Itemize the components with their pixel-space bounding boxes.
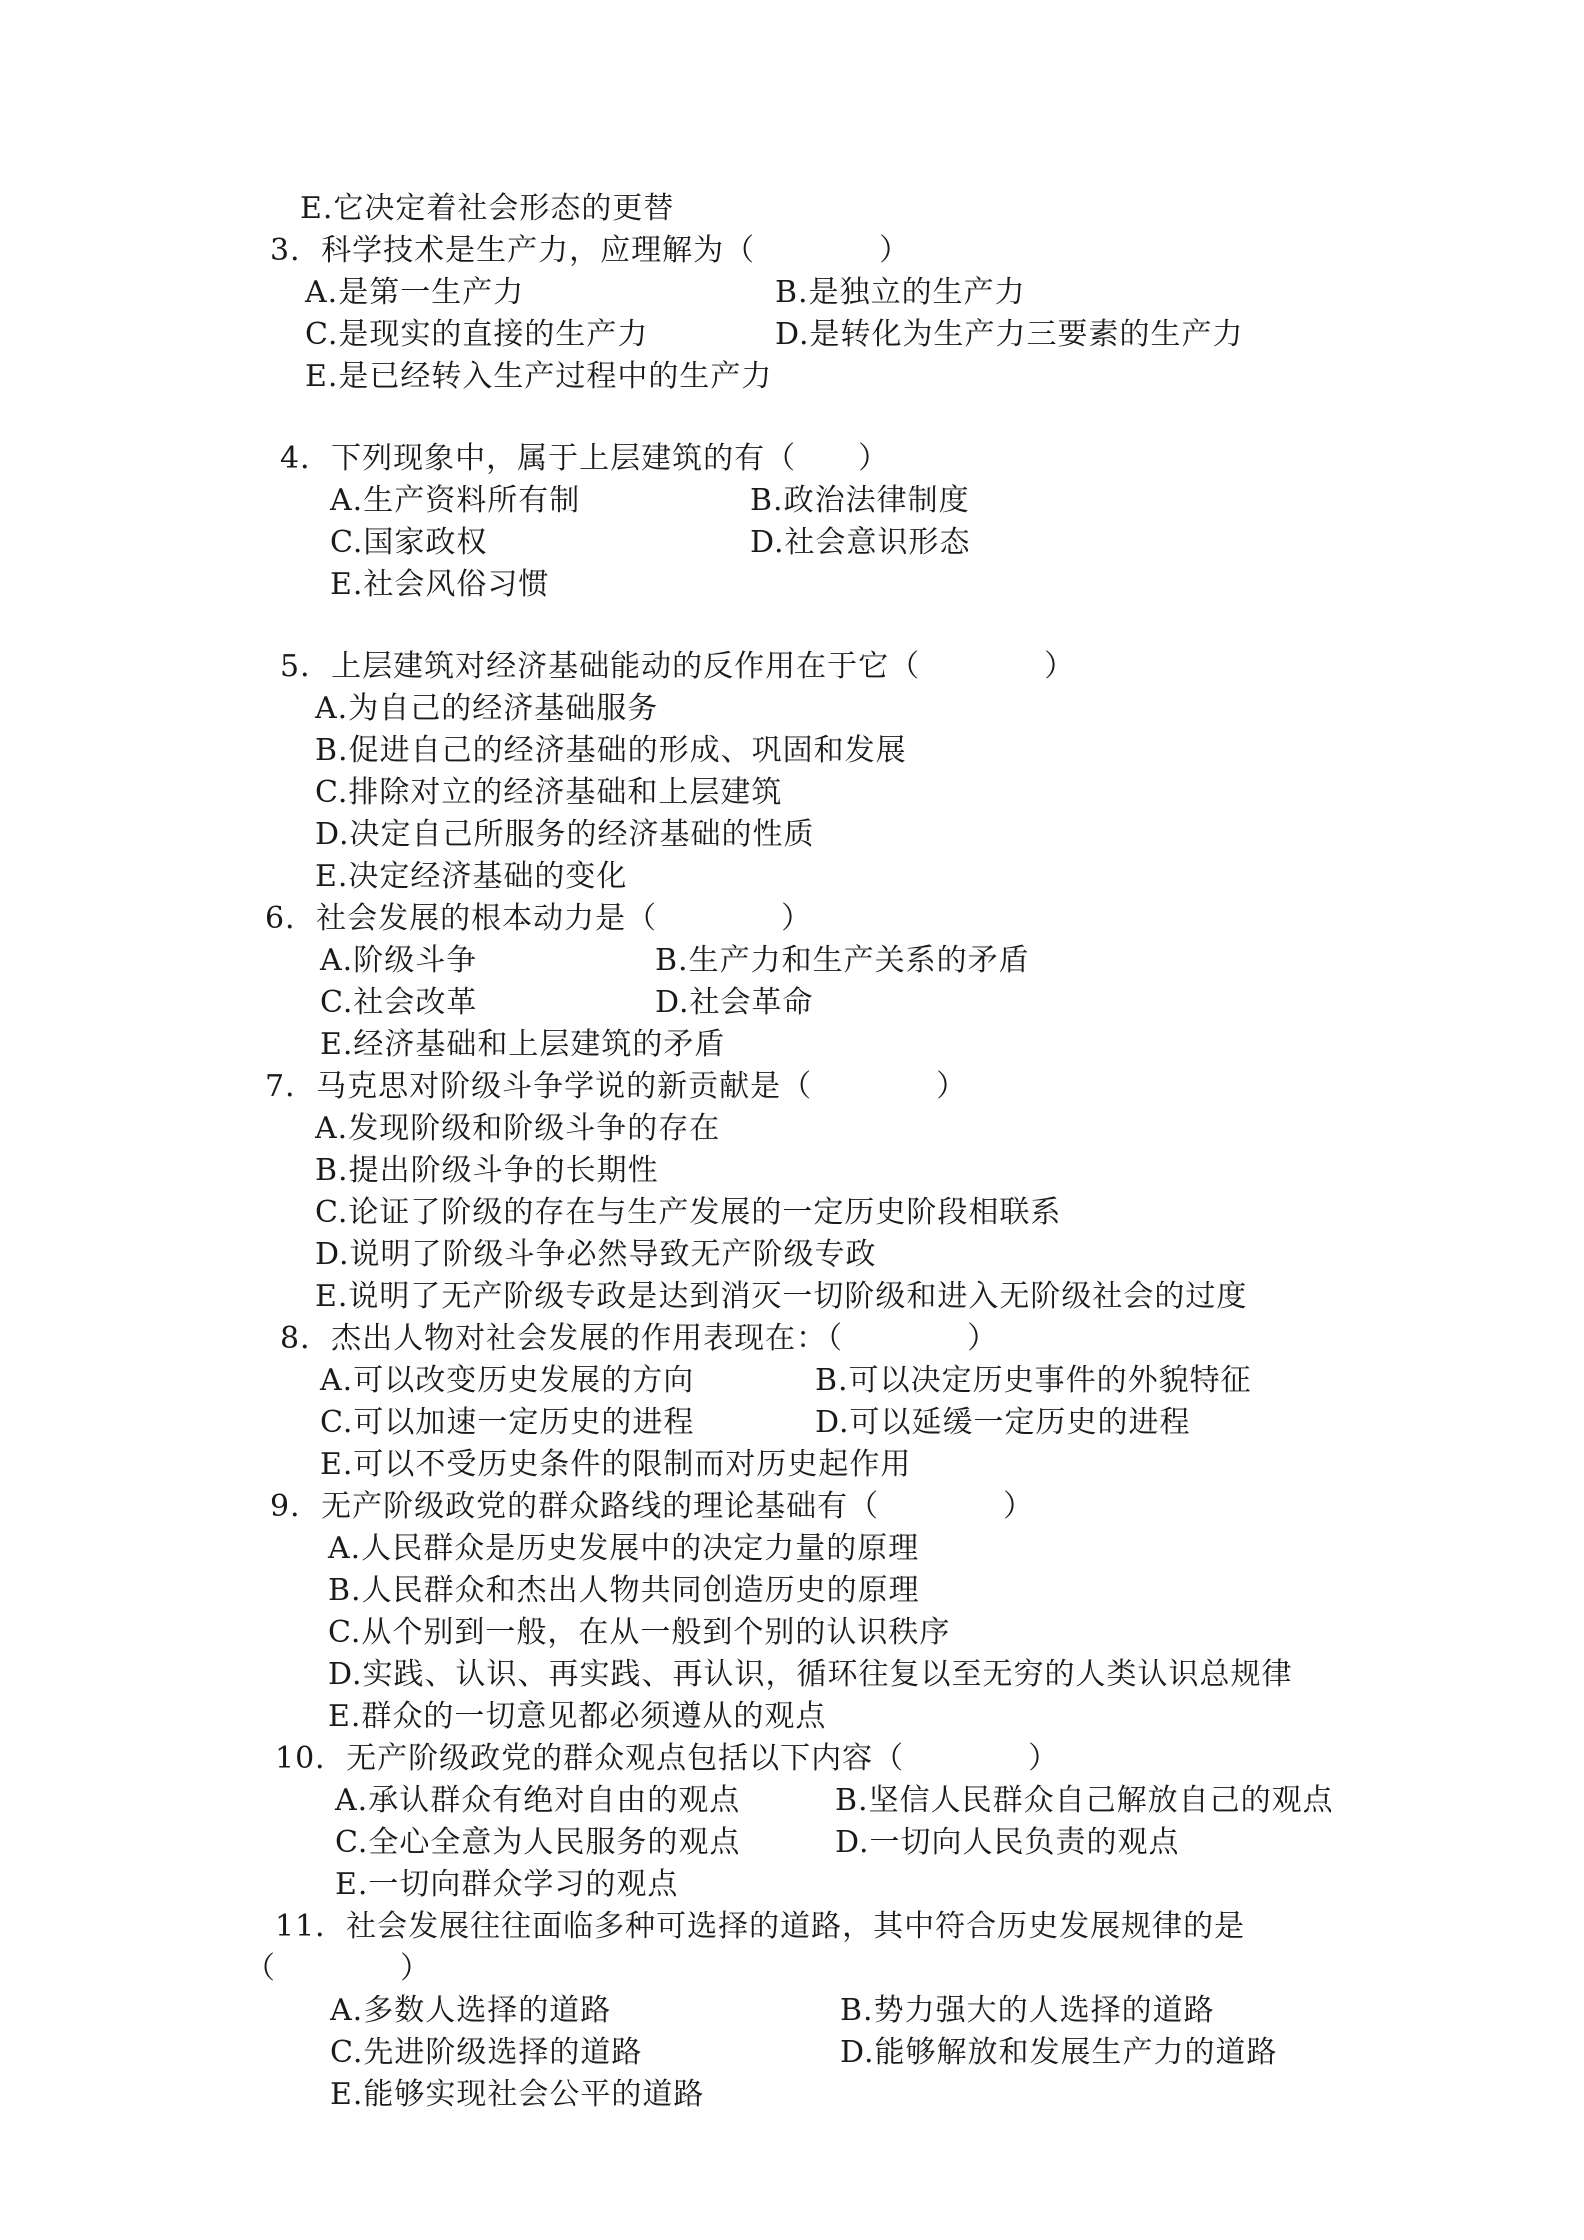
q9-option-a: A.人民群众是历史发展中的决定力量的原理 (328, 1531, 920, 1566)
q4-option-a: A.生产资料所有制 (330, 483, 581, 518)
q9-option-d: D.实践、认识、再实践、再认识，循环往复以至无穷的人类认识总规律 (328, 1657, 1293, 1692)
q8-stem: 8．杰出人物对社会发展的作用表现在：（ ） (280, 1321, 999, 1356)
q5-option-e: E.决定经济基础的变化 (315, 859, 628, 894)
q8-option-d: D.可以延缓一定历史的进程 (815, 1405, 1191, 1440)
q4-option-c: C.国家政权 (330, 525, 488, 560)
q6-stem: 6．社会发展的根本动力是（ ） (265, 901, 813, 936)
q2-option-e: E.它决定着社会形态的更替 (300, 191, 675, 226)
q7-option-a: A.发现阶级和阶级斗争的存在 (315, 1111, 721, 1146)
q6-option-b: B.生产力和生产关系的矛盾 (655, 943, 1030, 978)
q4-option-e: E.社会风俗习惯 (330, 567, 550, 602)
q9-stem: 9．无产阶级政党的群众路线的理论基础有（ ） (270, 1489, 1035, 1524)
q7-option-e: E.说明了无产阶级专政是达到消灭一切阶级和进入无阶级社会的过度 (315, 1279, 1248, 1314)
q10-option-d: D.一切向人民负责的观点 (835, 1825, 1180, 1860)
q9-option-e: E.群众的一切意见都必须遵从的观点 (328, 1699, 827, 1734)
q5-option-a: A.为自己的经济基础服务 (315, 691, 659, 726)
q6-option-a: A.阶级斗争 (320, 943, 478, 978)
q8-option-c: C.可以加速一定历史的进程 (320, 1405, 695, 1440)
q11-stem: 11．社会发展往往面临多种可选择的道路，其中符合历史发展规律的是 (275, 1909, 1246, 1944)
q10-option-a: A.承认群众有绝对自由的观点 (335, 1783, 741, 1818)
q11-option-a: A.多数人选择的道路 (330, 1993, 612, 2028)
q9-option-b: B.人民群众和杰出人物共同创造历史的原理 (328, 1573, 920, 1608)
q10-option-c: C.全心全意为人民服务的观点 (335, 1825, 741, 1860)
q4-stem: 4．下列现象中，属于上层建筑的有（ ） (280, 441, 890, 476)
q3-option-b: B.是独立的生产力 (775, 275, 1026, 310)
q5-option-c: C.排除对立的经济基础和上层建筑 (315, 775, 783, 810)
q5-stem: 5．上层建筑对经济基础能动的反作用在于它（ ） (280, 649, 1076, 684)
q11-option-b: B.势力强大的人选择的道路 (840, 1993, 1215, 2028)
q4-option-b: B.政治法律制度 (750, 483, 970, 518)
q8-option-b: B.可以决定历史事件的外貌特征 (815, 1363, 1252, 1398)
q7-option-b: B.提出阶级斗争的长期性 (315, 1153, 659, 1188)
q9-option-c: C.从个别到一般，在从一般到个别的认识秩序 (328, 1615, 951, 1650)
q11-option-e: E.能够实现社会公平的道路 (330, 2077, 705, 2112)
q3-option-a: A.是第一生产力 (305, 275, 525, 310)
q6-option-e: E.经济基础和上层建筑的矛盾 (320, 1027, 726, 1062)
q11-option-c: C.先进阶级选择的道路 (330, 2035, 643, 2070)
q3-stem: 3．科学技术是生产力，应理解为（ ） (270, 233, 911, 268)
q8-option-e: E.可以不受历史条件的限制而对历史起作用 (320, 1447, 912, 1482)
q10-stem: 10．无产阶级政党的群众观点包括以下内容（ ） (275, 1741, 1060, 1776)
q5-option-b: B.促进自己的经济基础的形成、巩固和发展 (315, 733, 907, 768)
q7-stem: 7．马克思对阶级斗争学说的新贡献是（ ） (265, 1069, 968, 1104)
q11-stem-continued: （ ） (245, 1951, 431, 1986)
q3-option-c: C.是现实的直接的生产力 (305, 317, 649, 352)
q10-option-e: E.一切向群众学习的观点 (335, 1867, 679, 1902)
q7-option-c: C.论证了阶级的存在与生产发展的一定历史阶段相联系 (315, 1195, 1062, 1230)
q11-option-d: D.能够解放和发展生产力的道路 (840, 2035, 1278, 2070)
q3-option-e: E.是已经转入生产过程中的生产力 (305, 359, 773, 394)
q10-option-b: B.坚信人民群众自己解放自己的观点 (835, 1783, 1334, 1818)
q6-option-d: D.社会革命 (655, 985, 814, 1020)
q3-option-d: D.是转化为生产力三要素的生产力 (775, 317, 1244, 352)
q6-option-c: C.社会改革 (320, 985, 478, 1020)
q5-option-d: D.决定自己所服务的经济基础的性质 (315, 817, 815, 852)
q7-option-d: D.说明了阶级斗争必然导致无产阶级专政 (315, 1237, 877, 1272)
q4-option-d: D.社会意识形态 (750, 525, 971, 560)
q8-option-a: A.可以改变历史发展的方向 (320, 1363, 695, 1398)
